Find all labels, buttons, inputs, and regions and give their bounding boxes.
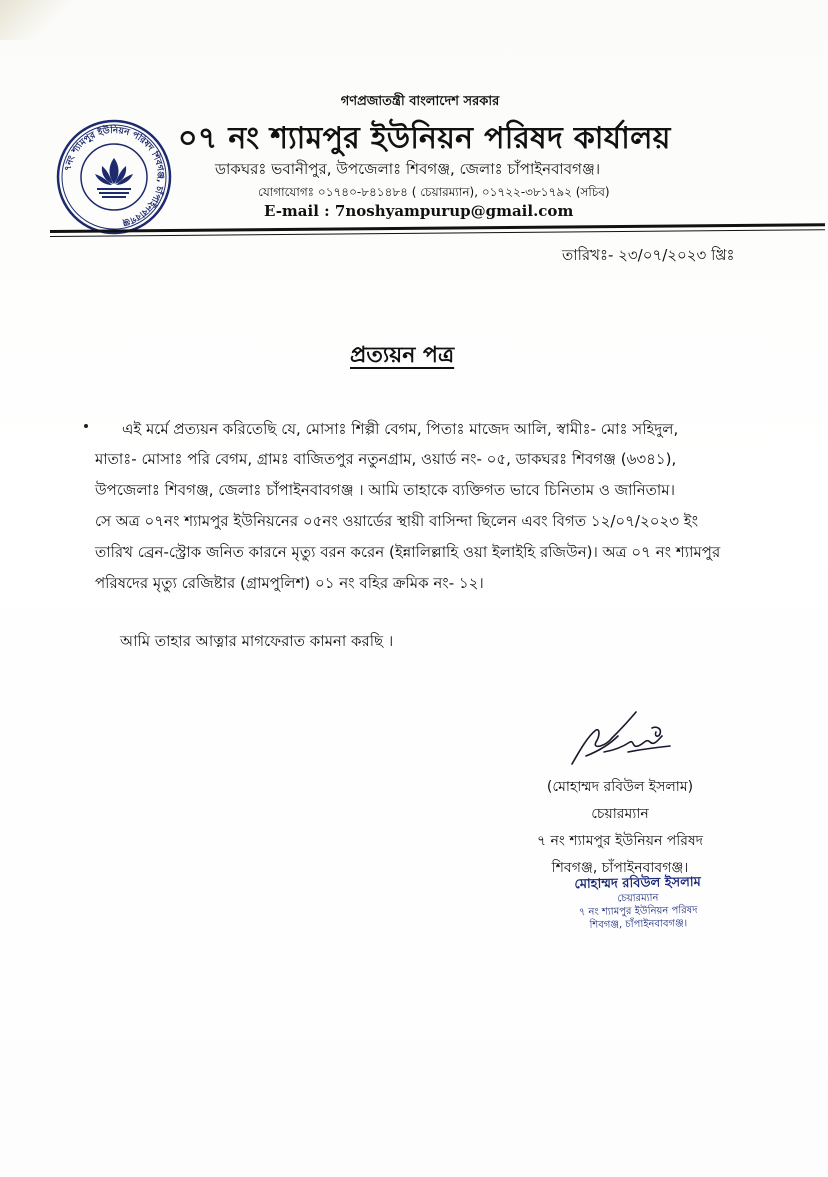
body-line-2: মাতাঃ- মোসাঃ পরি বেগম, গ্রামঃ বাজিতপুর নতুনগ্রাম, ওয়ার্ড নং- ০৫, ডাকঘরঃ শিবগঞ্জ (৬৩৪১), (95, 450, 677, 468)
signatory-name: (মোহাম্মদ রবিউল ইসলাম) (546, 779, 694, 795)
office-address: ডাকঘরঃ ভবানীপুর, উপজেলাঃ শিবগঞ্জ, জেলাঃ চাঁপাইনবাবগঞ্জ। (215, 160, 601, 178)
office-contact: যোগাযোগঃ ০১৭৪০-৮৪১৪৮৪ ( চেয়ারম্যান), ০১৭২২-৩৮১৭৯২ (সচিব) (258, 185, 610, 199)
signatory-office: ৭ নং শ্যামপুর ইউনিয়ন পরিষদ (536, 833, 704, 849)
stamp-office: ৭ নং শ্যামপুর ইউনিয়ন পরিষদ (578, 904, 698, 919)
issue-date: তারিখঃ- ২৩/০৭/২০২৩ খ্রিঃ (562, 246, 735, 264)
government-line: গণপ্রজাতন্ত্রী বাংলাদেশ সরকার (340, 94, 500, 109)
body-line-5: তারিখ ব্রেন-স্ট্রোক জনিত কারনে মৃত্যু বরন করেন (ইন্নালিল্লাহি ওয়া ইলাইহি রজিউন)। অত্র ০৭ নং শ্যামপুর (95, 543, 721, 561)
body-line-3: উপজেলাঃ শিবগঞ্জ, জেলাঃ চাঁপাইনবাবগঞ্জ । আমি তাহাকে ব্যক্তিগত ভাবে চিনিতাম ও জানিতাম। (95, 481, 675, 499)
document-title: প্রত্যয়ন পত্র (350, 343, 455, 368)
union-parishad-seal-icon (55, 118, 173, 236)
official-stamp (543, 874, 734, 932)
stamp-location: শিবগঞ্জ, চাঁপাইনবাবগঞ্জ। (589, 918, 688, 931)
seal-text: ৭নং শ্যামপুর ইউনিয়ন পরিষদ শিবগঞ্জ, চাঁপাইনবাবগঞ্জ (63, 125, 166, 228)
body-line-4: সে অত্র ০৭নং শ্যামপুর ইউনিয়নের ০৫নং ওয়ার্ডের স্থায়ী বাসিন্দা ছিলেন এবং বিগত ১২/০৭/২০২৩ ইং (95, 512, 699, 530)
body-line-1: এই মর্মে প্রত্যয়ন করিতেছি যে, মোসাঃ শিল্পী বেগম, পিতাঃ মাজেদ আলি, স্বামীঃ- মোঃ সহিদুল, (122, 420, 679, 438)
closing-line: আমি তাহার আত্নার মাগফেরাত কামনা করছি । (120, 632, 394, 650)
stamp-designation: চেয়ারম্যান (617, 892, 659, 905)
body-line-6: পরিষদের মৃত্যু রেজিষ্টার (গ্রামপুলিশ) ০১ নং বহির ক্রমিক নং- ১২। (95, 574, 484, 592)
signature-icon (566, 706, 676, 776)
signatory-designation: চেয়ারম্যান (591, 806, 649, 822)
paper-corner-shadow (0, 0, 70, 40)
office-title: ০৭ নং শ্যামপুর ইউনিয়ন পরিষদ কার্যালয় (178, 121, 671, 156)
paragraph-dot (84, 424, 88, 428)
office-email: E-mail : 7noshyampurup@gmail.com (264, 202, 574, 220)
signatory-block (490, 774, 750, 882)
signatory-location: শিবগঞ্জ, চাঁপাইনবাবগঞ্জ। (551, 860, 689, 876)
stamp-name: মোহাম্মদ রবিউল ইসলাম (574, 874, 701, 893)
